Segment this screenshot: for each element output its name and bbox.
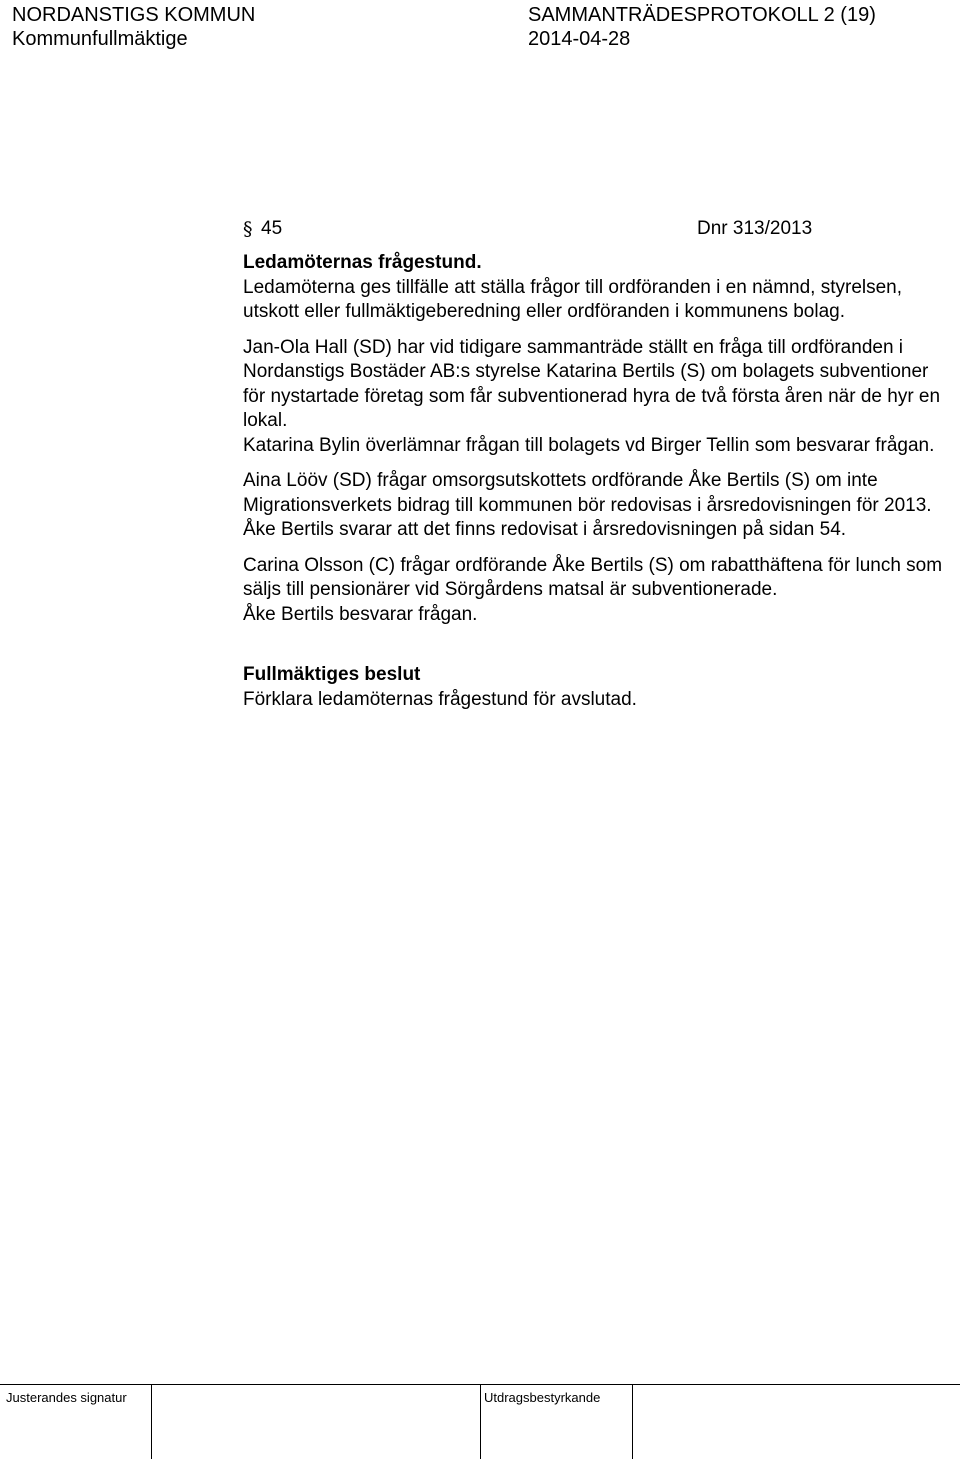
question-text: Jan-Ola Hall (SD) har vid tidigare sammanträde ställt en fråga till ordföranden i Nordanstigs Bostäder AB:s styrelse Katarina Bertils (S) om bolagets subventioner för nystartade företag som får subventionerad hyra de två första åren när de hyr en lokal. — [243, 336, 941, 431]
answer-text: Katarina Bylin överlämnar frågan till bolagets vd Birger Tellin som besvarar frågan. — [243, 434, 935, 456]
footer-column-divider — [151, 1384, 152, 1459]
organization-name: NORDANSTIGS KOMMUN — [12, 4, 256, 26]
page-footer — [0, 1384, 960, 1459]
diary-number: Dnr 313/2013 — [697, 218, 813, 239]
section-sign: § — [243, 218, 253, 240]
body-name: Kommunfullmäktige — [12, 28, 188, 50]
item-number: 45 — [261, 218, 283, 239]
signature-label: Justerandes signatur — [6, 1390, 127, 1405]
question-text: Aina Lööv (SD) frågar omsorgsutskottets ordförande Åke Bertils (S) om inte Migrationsverkets bidrag till kommunen bör redovisas i årsredovisningen för 2013. — [243, 470, 932, 516]
answer-text: Åke Bertils svarar att det finns redovisat i årsredovisningen på sidan 54. — [243, 519, 847, 540]
intro-text: Ledamöterna ges tillfälle att ställa frågor till ordföranden i en nämnd, styrelsen, utskott eller fullmäktigeberedning eller ordföranden i kommunens bolag. — [243, 276, 903, 322]
decision-text: Förklara ledamöternas frågestund för avslutad. — [243, 688, 637, 710]
page-header — [0, 0, 960, 60]
item-header — [243, 215, 948, 241]
footer-column-divider — [480, 1384, 481, 1459]
item-title: Ledamöternas frågestund. — [243, 252, 482, 273]
answer-text: Åke Bertils besvarar frågan. — [243, 603, 478, 625]
protocol-item — [243, 215, 948, 712]
document-type: SAMMANTRÄDESPROTOKOLL 2 (19) — [528, 4, 876, 26]
extract-label: Utdragsbestyrkande — [484, 1390, 601, 1405]
decision-heading: Fullmäktiges beslut — [243, 664, 421, 685]
footer-column-divider — [632, 1384, 633, 1459]
meeting-date: 2014-04-28 — [528, 28, 631, 50]
question-text: Carina Olsson (C) frågar ordförande Åke Bertils (S) om rabatthäftena för lunch som säljs till pensionärer vid Sörgårdens matsal är subventionerade. — [243, 554, 943, 600]
